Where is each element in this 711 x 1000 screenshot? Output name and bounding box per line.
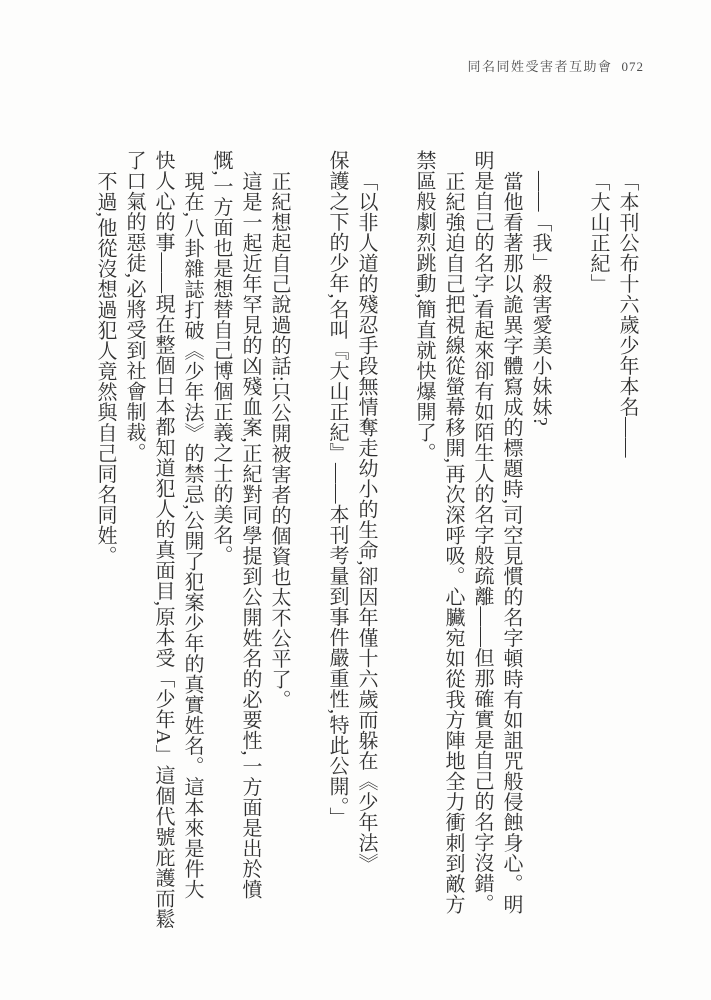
text-column-6: 正紀強迫自己把視線從螢幕移開,再次深呼吸。心臟宛如從我方陣地全力衝刺到敵方 (442, 170, 464, 914)
running-header-title: 同名同姓受害者互助會 (467, 59, 613, 74)
running-header-page-number: 072 (621, 59, 644, 74)
text-column-12: 慨,一方面也是想替自己博個正義之士的美名。 (210, 150, 232, 566)
text-column-9: 保護之下的少年,名叫『大山正紀』——本刊考量到事件嚴重性,特此公開。」 (326, 150, 348, 828)
text-column-4: 當他看著那以詭異字體寫成的標題時,司空見慣的名字頓時有如詛咒般侵蝕身心。明 (500, 170, 522, 914)
text-column-16: 不過,他從沒想過犯人竟然與自己同名同姓。 (94, 170, 116, 566)
text-column-10: 正紀想起自己說過的話:只公開被害者的個資也太不公平了。 (268, 170, 290, 710)
text-column-14: 快人心的事——現在整個日本都知道犯人的真面目,原本受「少年A」這個代號庇護而鬆 (152, 150, 174, 929)
text-column-8: 「以非人道的殘忍手段無情奪走幼小的生命,卻因年僅十六歲而躲在《少年法》 (355, 170, 377, 873)
text-column-13: 現在,八卦雜誌打破《少年法》的禁忌,公開了犯案少年的真實姓名。這本來是件大 (181, 170, 203, 899)
text-column-15: 了口氣的惡徒,必將受到社會制裁。 (123, 150, 145, 463)
text-column-3: ——「我」殺害愛美小妹妹? (529, 170, 551, 426)
text-column-2: 「大山正紀」 (587, 170, 609, 294)
vertical-text-block (90, 150, 641, 970)
text-column-5: 明是自己的名字,看起來卻有如陌生人的名字般疏離——但那確實是自己的名字沒錯。 (471, 150, 493, 914)
text-column-1: 「本刊公布十六歲少年本名—— (616, 170, 638, 458)
text-column-11: 這是一起近年罕見的凶殘血案,正紀對同學提到公開姓名的必要性,一方面是出於憤 (239, 170, 261, 899)
running-header (467, 56, 644, 75)
text-column-7: 禁區般劇烈跳動,簡直就快爆開了。 (413, 150, 435, 463)
